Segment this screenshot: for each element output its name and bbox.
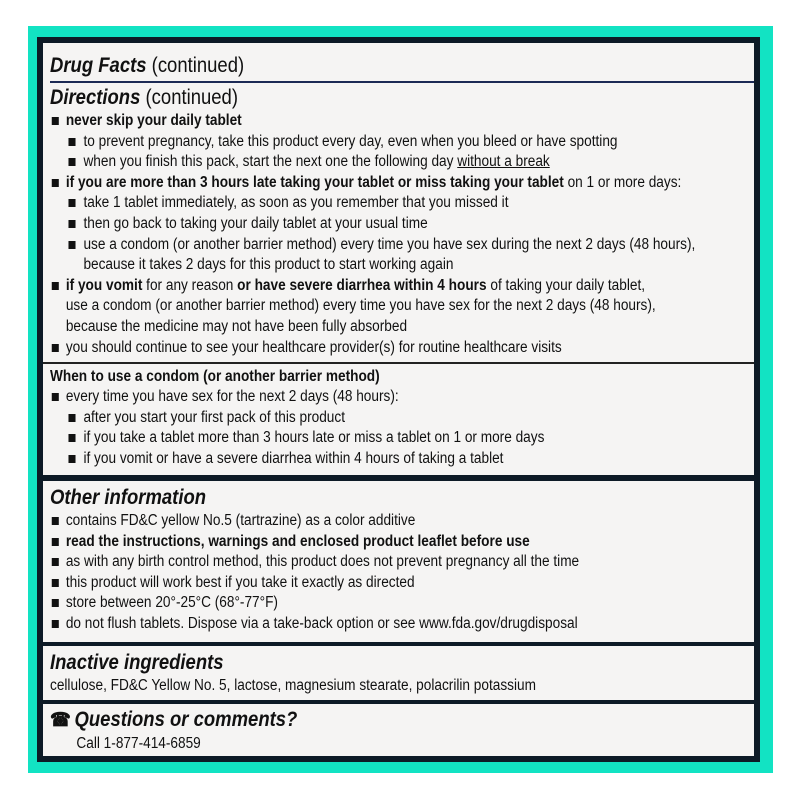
inactive-ingredients-text: cellulose, FD&C Yellow No. 5, lactose, magnesium stearate, polacrilin potassium: [50, 677, 536, 694]
divider: [50, 81, 754, 83]
directions-section: [43, 43, 754, 475]
questions-title: ☎ Questions or comments?: [50, 707, 754, 734]
inactive-ingredients-title: Inactive ingredients: [50, 651, 224, 674]
list-item: then go back to taking your daily tablet at your usual time: [50, 214, 754, 235]
list-item: after you start your first pack of this product: [50, 408, 754, 429]
list-item: use a condom (or another barrier method) every time you have sex during the next 2 days (48 hours), because it takes 2 days for this product to start working again: [50, 235, 754, 276]
list-item: never skip your daily tablet: [50, 111, 754, 132]
condom-subheading: When to use a condom (or another barrier method): [50, 367, 380, 385]
list-item: every time you have sex for the next 2 days (48 hours):: [50, 387, 754, 408]
list-item: if you are more than 3 hours late taking your tablet or miss taking your tablet on 1 or more days:: [50, 173, 754, 194]
list-item: if you vomit for any reason or have severe diarrhea within 4 hours of taking your daily tablet, use a condom (or another barrier method) every time you have sex for the next 2 days (48 hours), because the medicine may not have been fully absorbed: [50, 276, 754, 338]
drug-facts-title: Drug Facts (continued): [50, 54, 245, 77]
telephone-icon: ☎: [50, 710, 71, 731]
divider: [43, 362, 754, 364]
list-item: if you vomit or have a severe diarrhea within 4 hours of taking a tablet: [50, 449, 754, 470]
phone-number: Call 1-877-414-6859: [76, 735, 201, 752]
list-item: to prevent pregnancy, take this product every day, even when you bleed or have spotting: [50, 132, 754, 153]
list-item: take 1 tablet immediately, as soon as you remember that you missed it: [50, 193, 754, 214]
list-item: store between 20°-25°C (68°-77°F): [50, 593, 754, 614]
directions-title: Directions (continued): [50, 86, 238, 109]
list-item: as with any birth control method, this product does not prevent pregnancy all the time: [50, 552, 754, 573]
list-item: read the instructions, warnings and enclosed product leaflet before use: [50, 532, 754, 553]
other-information-title: Other information: [50, 486, 207, 509]
list-item: this product will work best if you take it exactly as directed: [50, 573, 754, 594]
other-information-section: [43, 481, 754, 642]
inactive-ingredients-section: [43, 646, 754, 700]
list-item: contains FD&C yellow No.5 (tartrazine) as a color additive: [50, 511, 754, 532]
list-item: you should continue to see your healthcare provider(s) for routine healthcare visits: [50, 338, 754, 359]
list-item: do not flush tablets. Dispose via a take-back option or see www.fda.gov/drugdisposal: [50, 614, 754, 635]
questions-section: [43, 704, 754, 756]
list-item: if you take a tablet more than 3 hours late or miss a tablet on 1 or more days: [50, 428, 754, 449]
list-item: when you finish this pack, start the next one the following day without a break: [50, 152, 754, 173]
